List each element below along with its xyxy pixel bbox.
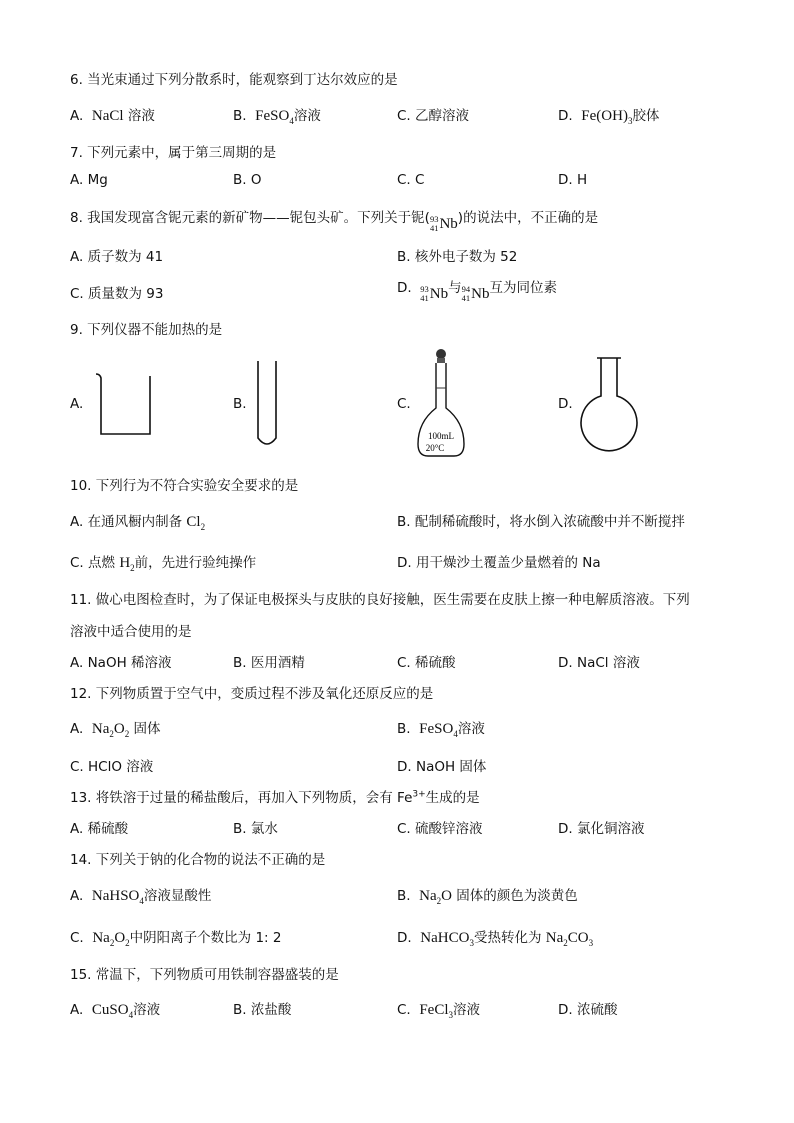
- q14-option-a: [70, 884, 211, 906]
- option-label: A.: [70, 108, 84, 124]
- q7-option-d: D. H: [558, 172, 588, 188]
- q9-option-a-label: A.: [70, 396, 84, 412]
- formula: O: [441, 888, 452, 904]
- subscript: 3: [448, 1010, 453, 1020]
- isotope-nb94: [462, 285, 490, 303]
- stem-text: 生成的是: [425, 790, 480, 806]
- option-label: D.: [397, 930, 412, 946]
- q12-option-d: D. NaOH 固体: [397, 759, 487, 775]
- stem-text: 8. 我国发现富含铌元素的新矿物——铌包头矿。下列关于铌(: [70, 210, 430, 226]
- q11-option-b: B. 医用酒精: [233, 655, 305, 671]
- atomic-number: 41: [420, 293, 429, 303]
- q11-option-a: A. NaOH 稀溶液: [70, 655, 172, 671]
- option-text: 胶体: [632, 108, 660, 124]
- atomic-number: 41: [429, 223, 439, 233]
- option-text: 溶液: [133, 1002, 161, 1018]
- q15-option-d: D. 浓硫酸: [558, 1002, 618, 1018]
- subscript: 3: [588, 938, 594, 948]
- subscript: 2: [125, 938, 130, 948]
- q8-stem: [70, 206, 598, 233]
- option-text: 溶液: [127, 108, 155, 124]
- q14-option-d: [397, 926, 593, 948]
- q14-option-b: [397, 884, 578, 906]
- q6-option-b: [233, 104, 321, 126]
- element-symbol: Nb: [429, 285, 449, 302]
- q11-option-c: C. 稀硫酸: [397, 655, 456, 671]
- round-bottom-flask-icon: [578, 354, 640, 452]
- option-label: A.: [70, 721, 84, 737]
- q7-option-a: A. Mg: [70, 172, 108, 188]
- q13-stem: [70, 786, 480, 806]
- option-text: 受热转化为: [473, 930, 542, 946]
- formula: Na: [419, 888, 437, 904]
- formula: NaCl: [91, 108, 124, 124]
- q10-option-c: [70, 551, 256, 573]
- subscript: 2: [124, 729, 130, 739]
- subscript: 2: [563, 938, 568, 948]
- subscript: 3: [627, 116, 633, 126]
- subscript: 4: [289, 116, 294, 126]
- mass-number: 94: [461, 284, 471, 294]
- subscript: 4: [128, 1010, 134, 1020]
- q6-option-d: [558, 104, 659, 126]
- beaker-icon: [90, 368, 160, 440]
- q9-option-b-label: B.: [233, 396, 247, 412]
- subscript: 4: [453, 729, 458, 739]
- q13-option-d: D. 氯化铜溶液: [558, 821, 645, 837]
- option-label: A.: [70, 888, 84, 904]
- q8-option-b: B. 核外电子数为 52: [397, 249, 518, 265]
- formula: FeSO: [419, 721, 454, 737]
- flask-temp-label: 20°C: [425, 443, 445, 453]
- option-label: A.: [70, 1002, 84, 1018]
- test-tube-icon: [252, 358, 282, 450]
- q8-option-c: C. 质量数为 93: [70, 286, 164, 302]
- q15-stem: 15. 常温下，下列物质可用铁制容器盛装的是: [70, 967, 339, 983]
- flask-volume-label: 100mL: [428, 431, 454, 441]
- q9-stem: 9. 下列仪器不能加热的是: [70, 322, 223, 338]
- subscript: 2: [200, 522, 206, 532]
- q6-option-a: [70, 104, 155, 125]
- subscript: 2: [130, 563, 135, 573]
- option-text: 溶液: [453, 1002, 480, 1018]
- formula: Fe(OH): [581, 108, 628, 124]
- formula: CuSO: [91, 1002, 129, 1018]
- option-text: 固体的颜色为淡黄色: [456, 888, 578, 904]
- option-text: 固体: [133, 721, 161, 737]
- option-text: 溶液: [293, 108, 321, 124]
- formula: FeCl: [419, 1002, 449, 1018]
- element-symbol: Nb: [471, 285, 490, 302]
- q12-option-b: [397, 717, 485, 739]
- option-label: D.: [558, 108, 573, 124]
- q11-option-d: D. NaCl 溶液: [558, 655, 640, 671]
- isotope-nb93: [420, 285, 448, 303]
- q8-option-d: [397, 276, 557, 303]
- option-label: D.: [397, 280, 412, 296]
- q10-option-d: D. 用干燥沙土覆盖少量燃着的 Na: [397, 555, 601, 571]
- q12-stem: 12. 下列物质置于空气中，变质过程不涉及氧化还原反应的是: [70, 686, 434, 702]
- option-text: 中阴阳离子个数比为 1: 2: [129, 930, 282, 946]
- subscript: 3: [469, 938, 474, 948]
- q12-option-a: [70, 717, 161, 739]
- q11-stem-line1: 11. 做心电图检查时，为了保证电极探头与皮肤的良好接触，医生需要在皮肤上擦一种电解质溶液。下列: [70, 592, 690, 608]
- stem-text: 13. 将铁溶于过量的稀盐酸后，再加入下列物质，会有 Fe: [70, 790, 413, 806]
- option-text: A. 在通风橱内制备: [70, 514, 183, 530]
- q8-option-a: A. 质子数为 41: [70, 249, 164, 265]
- option-text: 互为同位素: [489, 280, 557, 296]
- q15-option-b: B. 浓盐酸: [233, 1002, 292, 1018]
- q12-option-c: C. HClO 溶液: [70, 759, 154, 775]
- mass-number: 93: [420, 284, 429, 294]
- formula: Na: [545, 930, 564, 946]
- option-label: B.: [397, 888, 411, 904]
- q6-option-c: C. 乙醇溶液: [397, 108, 470, 124]
- formula: NaHSO: [91, 888, 140, 904]
- q11-stem-line2: 溶液中适合使用的是: [70, 624, 192, 640]
- q9-option-d-label: D.: [558, 396, 573, 412]
- q13-option-b: B. 氯水: [233, 821, 278, 837]
- subscript: 2: [436, 896, 442, 906]
- q9-option-c-label: C.: [397, 396, 411, 412]
- option-label: C.: [70, 930, 84, 946]
- q7-option-b: B. O: [233, 172, 262, 188]
- stem-text: )的说法中，不正确的是: [457, 210, 599, 226]
- q7-stem: 7. 下列元素中，属于第三周期的是: [70, 145, 277, 161]
- q7-option-c: C. C: [397, 172, 425, 188]
- q10-stem: 10. 下列行为不符合实验安全要求的是: [70, 478, 299, 494]
- q6-stem: 6. 当光束通过下列分散系时，能观察到丁达尔效应的是: [70, 72, 398, 88]
- option-text: 与: [448, 280, 462, 296]
- element-symbol: Nb: [439, 215, 458, 232]
- q13-option-a: A. 稀硫酸: [70, 821, 129, 837]
- atomic-number: 41: [461, 293, 471, 303]
- option-label: B.: [397, 721, 411, 737]
- q10-option-a: [70, 510, 205, 532]
- q15-option-c: [397, 998, 480, 1020]
- option-text: 溶液显酸性: [143, 888, 212, 904]
- mass-number: 93: [429, 214, 439, 224]
- option-label: B.: [233, 108, 247, 124]
- superscript: 3+: [412, 789, 426, 800]
- formula: FeSO: [255, 108, 290, 124]
- volumetric-flask-icon: [412, 344, 470, 460]
- formula: Na: [92, 930, 110, 946]
- formula: O: [114, 930, 126, 946]
- isotope-nb93: [430, 215, 458, 233]
- subscript: 4: [139, 896, 144, 906]
- formula: O: [113, 721, 125, 737]
- q10-option-b: B. 配制稀硫酸时，将水倒入浓硫酸中并不断搅拌: [397, 514, 685, 530]
- formula: Na: [91, 721, 110, 737]
- subscript: 2: [109, 938, 115, 948]
- option-text: C. 点燃: [70, 555, 116, 571]
- q13-option-c: C. 硫酸锌溶液: [397, 821, 483, 837]
- formula: NaHCO: [420, 930, 470, 946]
- option-text: 溶液: [457, 721, 485, 737]
- q14-stem: 14. 下列关于钠的化合物的说法不正确的是: [70, 852, 326, 868]
- subscript: 2: [109, 729, 114, 739]
- option-label: C.: [397, 1002, 411, 1018]
- formula: CO: [567, 930, 589, 946]
- formula: H: [119, 555, 131, 571]
- q15-option-a: [70, 998, 160, 1020]
- q14-option-c: [70, 926, 281, 948]
- formula: Cl: [186, 514, 201, 530]
- option-text: 前，先进行验纯操作: [134, 555, 257, 571]
